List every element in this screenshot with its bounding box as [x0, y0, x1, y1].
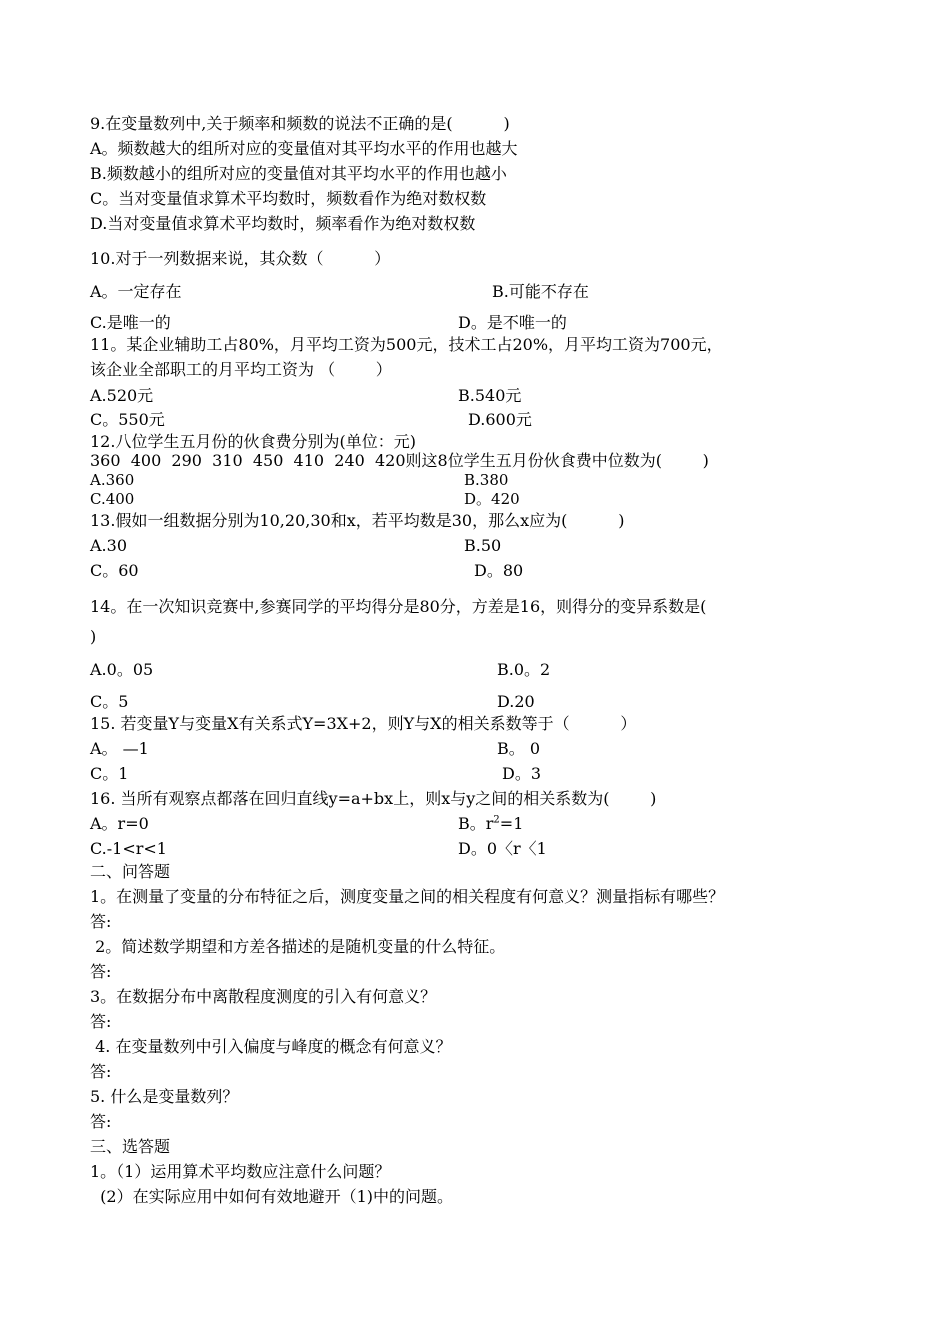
- section-2-answer-2: 答:: [90, 962, 112, 981]
- question-14-stem-line2: ): [90, 627, 97, 646]
- question-10-option-b: B.可能不存在: [492, 282, 589, 301]
- section-2-question-5: 5. 什么是变量数列？: [90, 1087, 239, 1106]
- question-13-option-d: D。80: [474, 561, 524, 580]
- question-10-stem: 10.对于一列数据来说，其众数（ ）: [90, 249, 391, 268]
- question-9-option-c: C。当对变量值求算术平均数时，频数看作为绝对数权数: [90, 189, 487, 208]
- question-12-option-d: D。420: [464, 490, 520, 508]
- question-10-option-d: D。是不唯一的: [458, 313, 567, 332]
- question-9-option-d: D.当对变量值求算术平均数时，频率看作为绝对数权数: [90, 214, 476, 233]
- question-16-option-d: D。0〈r〈1: [458, 839, 547, 858]
- section-2-question-2: 2。简述数学期望和方差各描述的是随机变量的什么特征。: [90, 937, 506, 956]
- question-9-option-a: A。频数越大的组所对应的变量值对其平均水平的作用也越大: [90, 139, 518, 158]
- question-11-option-d: D.600元: [468, 410, 532, 429]
- question-14-option-b: B.0。2: [497, 660, 551, 679]
- question-13-stem: 13.假如一组数据分别为10,20,30和x，若平均数是30，那么x应为( ): [90, 511, 625, 530]
- question-15-option-a: A。 —1: [90, 739, 149, 758]
- question-15-stem: 15. 若变量Y与变量X有关系式Y=3X+2，则Y与X的相关系数等于（ ）: [90, 714, 637, 733]
- question-16-option-b: B。$r^2=1$: [458, 814, 524, 833]
- question-15-option-c: C。1: [90, 764, 129, 783]
- question-11-stem-line2: 该企业全部职工的月平均工资为 （ ）: [90, 360, 392, 379]
- question-14-stem-line1: 14。在一次知识竞赛中,参赛同学的平均得分是80分，方差是16，则得分的变异系数是(: [90, 597, 707, 616]
- question-11-option-b: B.540元: [458, 386, 522, 405]
- section-3-question-1a: 1。（1）运用算术平均数应注意什么问题？: [90, 1162, 391, 1181]
- section-2-question-1: 1。在测量了变量的分布特征之后，测度变量之间的相关程度有何意义？测量指标有哪些？: [90, 887, 725, 906]
- question-12-stem-line2: 360 400 290 310 450 410 240 420则这8位学生五月份伙食费中位数为( ): [90, 451, 709, 470]
- question-10-option-a: A。一定存在: [90, 282, 182, 301]
- question-14-option-c: C。5: [90, 692, 129, 711]
- question-13-option-b: B.50: [464, 536, 502, 555]
- section-2-answer-1: 答:: [90, 912, 112, 931]
- question-12-option-b: B.380: [464, 471, 509, 489]
- section-3-question-1b: (2）在实际应用中如何有效地避开（1)中的问题。: [90, 1187, 454, 1206]
- question-15-option-b: B。 0: [497, 739, 541, 758]
- question-16-option-c: C.-1<r<1: [90, 839, 167, 858]
- question-16-stem: 16. 当所有观察点都落在回归直线y=a+bx上，则x与y之间的相关系数为( ): [90, 789, 657, 808]
- question-14-option-d: D.20: [497, 692, 535, 711]
- question-9-stem: 9.在变量数列中,关于频率和频数的说法不正确的是( ): [90, 114, 510, 133]
- question-9-option-b: B.频数越小的组所对应的变量值对其平均水平的作用也越小: [90, 164, 507, 183]
- section-2-question-3: 3。在数据分布中离散程度测度的引入有何意义？: [90, 987, 437, 1006]
- question-12-option-c: C.400: [90, 490, 135, 508]
- question-15-option-d: D。3: [502, 764, 542, 783]
- question-11-stem-line1: 11。某企业辅助工占80%，月平均工资为500元，技术工占20%，月平均工资为700元，: [90, 335, 723, 354]
- question-14-option-a: A.0。05: [90, 660, 154, 679]
- question-12-stem-line1: 12.八位学生五月份的伙食费分别为(单位：元): [90, 432, 416, 451]
- question-13-option-c: C。60: [90, 561, 139, 580]
- section-2-answer-3: 答:: [90, 1012, 112, 1031]
- question-10-option-c: C.是唯一的: [90, 313, 171, 332]
- section-2-answer-5: 答:: [90, 1112, 112, 1131]
- section-2-heading: 二、问答题: [90, 862, 171, 881]
- question-11-option-c: C。550元: [90, 410, 165, 429]
- question-13-option-a: A.30: [90, 536, 127, 555]
- section-3-heading: 三、选答题: [90, 1137, 171, 1156]
- question-16-option-a: A。r=0: [90, 814, 149, 833]
- section-2-answer-4: 答:: [90, 1062, 112, 1081]
- section-2-question-4: 4. 在变量数列中引入偏度与峰度的概念有何意义？: [90, 1037, 452, 1056]
- question-12-option-a: A.360: [90, 471, 135, 489]
- question-11-option-a: A.520元: [90, 386, 154, 405]
